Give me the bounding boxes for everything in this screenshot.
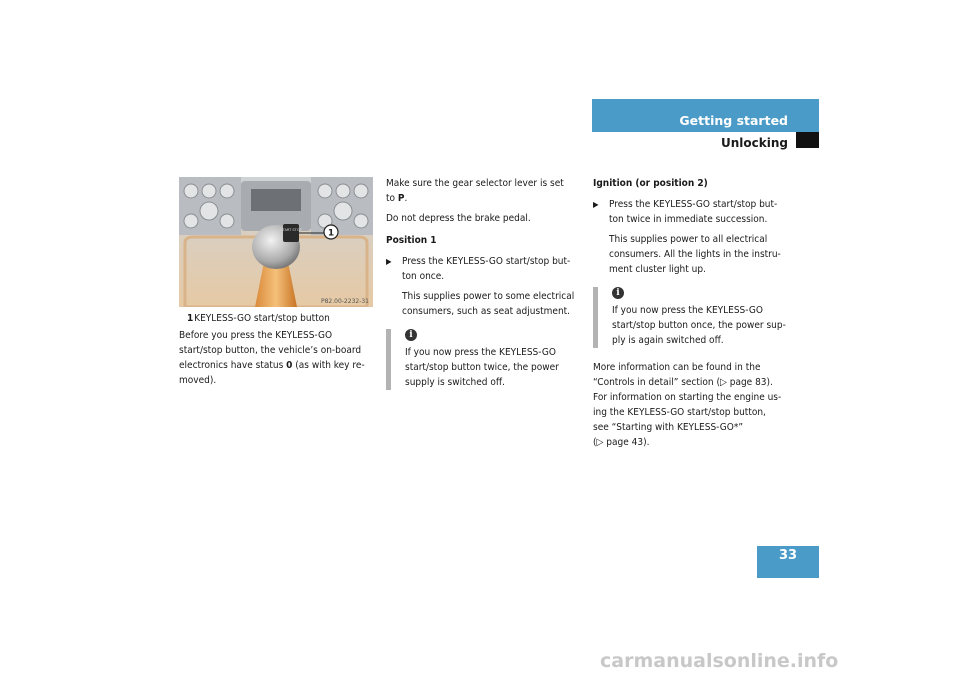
watermark: carmanualsonline.info [600,650,839,672]
keyless-go-photo [179,177,373,307]
position-1-heading: Position 1 [386,235,437,246]
info-note: i If you now press the KEYLESS-GO start/stop button twice, the power supply is switched off. [386,329,586,390]
figure-callout-1: 1 [327,228,335,239]
column-3: Ignition (or position 2) ▶ Press the KEYLESS-GO start/stop but- ton twice in immediate succession. This supplies power to all electrical consumers. All the lights in the instru- ment cluster light up. i If you now press the KEYLESS-GO start/stop button once, the power sup- ply is again switched off. More information can be found in the “Controls in detail” section (▷ page 83). For information on starting the engine us- ing the KEYLESS-GO start/stop button, see “Starting with KEYLESS-GO*” (▷ page 43). [593,176,798,450]
info-note: i If you now press the KEYLESS-GO start/stop button once, the power sup- ply is again switched off. [593,287,798,348]
column-1 [187,311,377,326]
chapter-title: Getting started [679,113,788,128]
info-icon: i [612,287,624,299]
section-tab-marker [796,132,819,148]
figure-button-label: START STOP [280,228,302,232]
info-icon: i [405,329,417,341]
section-title: Unlocking [721,136,788,150]
more-info-paragraph: More information can be found in the “Controls in detail” section (▷ page 83). For information on starting the engine us- ing the KEYLESS-GO start/stop button, see “Starting with KEYLESS-GO*” (▷ page 43). [593,362,782,448]
ignition-heading: Ignition (or position 2) [593,178,708,189]
figure-code: P82.00-2232-31 [320,298,369,305]
page-number: 33 [778,548,798,563]
bullet-arrow-icon: ▶ [593,200,599,209]
position-1-step: ▶ Press the KEYLESS-GO start/stop but- ton once. [386,256,571,282]
ignition-step: ▶ Press the KEYLESS-GO start/stop but- ton twice in immediate succession. [593,199,778,225]
intro-paragraph: Before you press the KEYLESS-GO start/stop button, the vehicle’s on-board electronics have status 0 (as with key re- moved). [179,330,365,386]
column-2: Make sure the gear selector lever is set to P. Do not depress the brake pedal. Position 1 ▶ Press the KEYLESS-GO start/stop but- ton once. This supplies power to some electrical consumers, such as seat adjustment. i If you now press the KEYLESS-GO start/stop button twice, the power supply is switched off. [386,176,586,390]
figure-caption: 1 KEYLESS-GO start/stop button [187,313,330,324]
bullet-arrow-icon: ▶ [386,257,392,266]
